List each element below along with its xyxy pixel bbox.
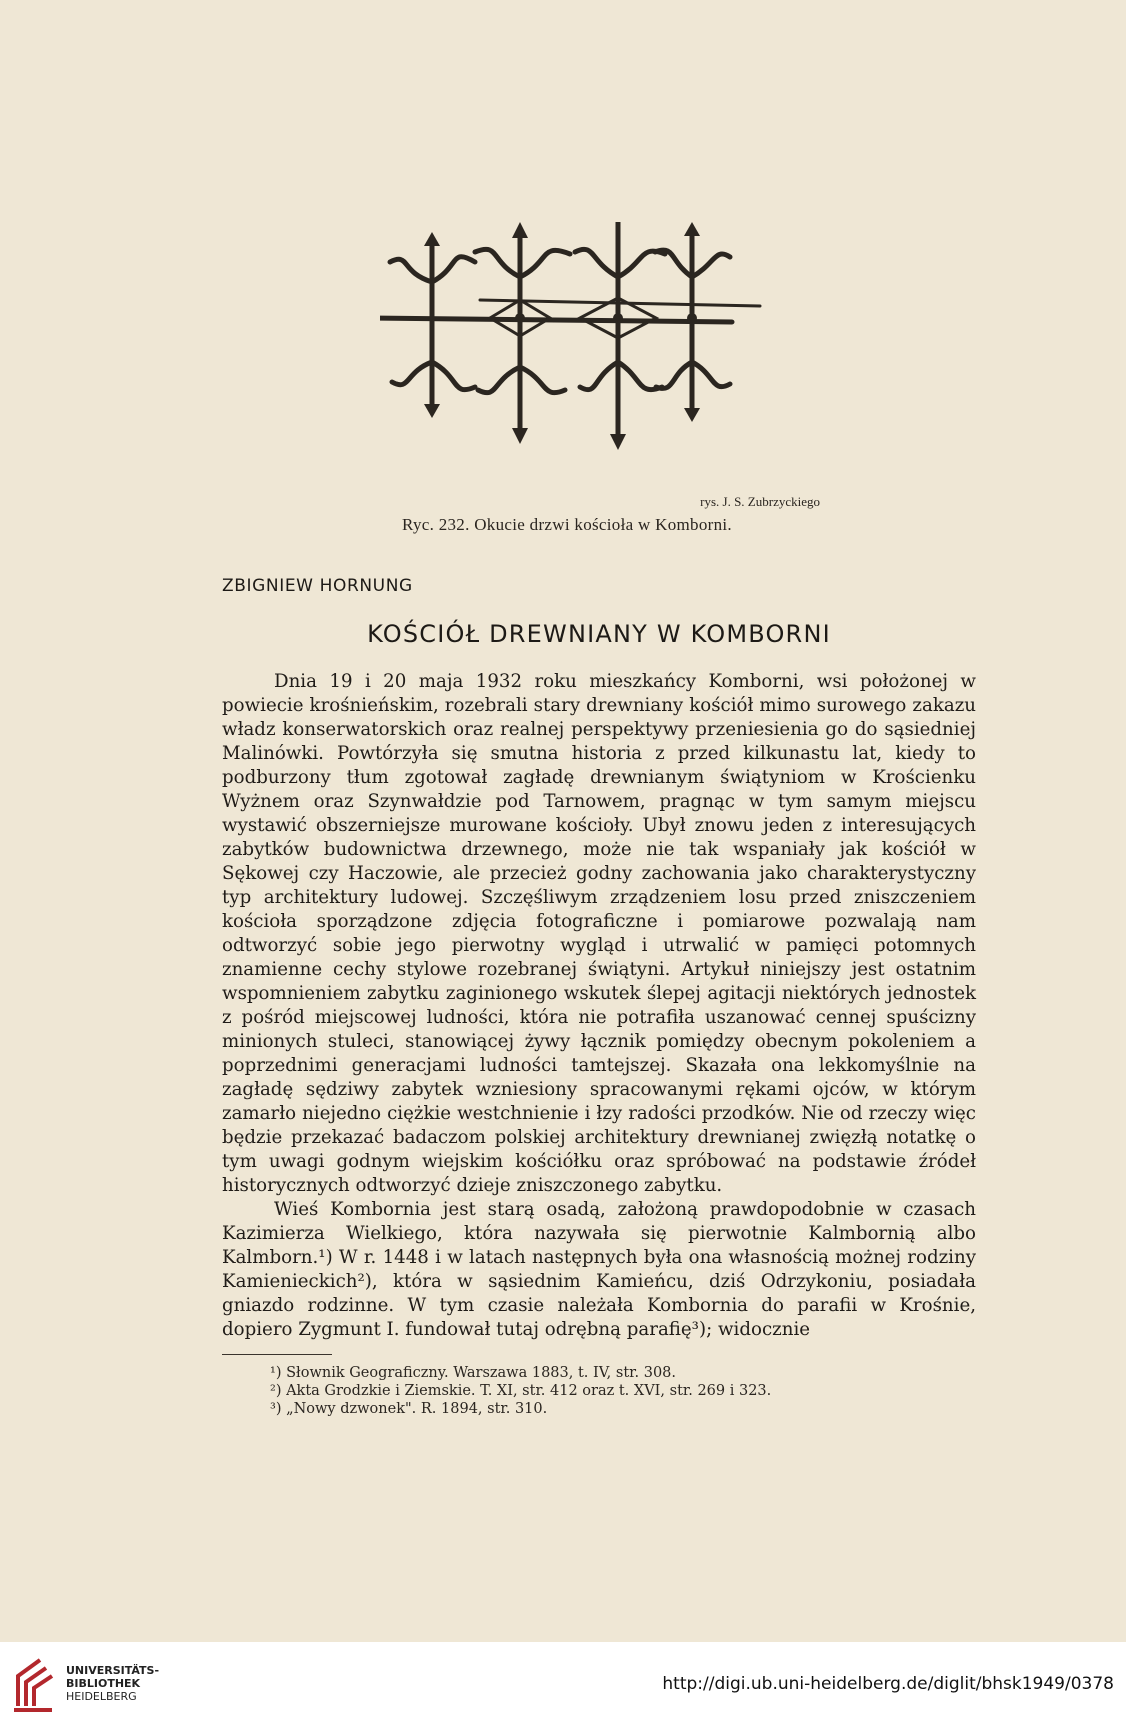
library-logo-icon[interactable] <box>12 1656 58 1714</box>
footnote: ¹) Słownik Geograficzny. Warszawa 1883, t. IV, str. 308. <box>270 1365 676 1381</box>
library-name <box>66 1664 159 1703</box>
body-paragraph: Wieś Kombornia jest starą osadą, założoną prawdopodobnie w czasach Kazimierza Wielkiego, która nazywała się pierwotnie Kalmbornią albo Kalmborn.¹) W r. 1448 i w latach następnych była ona własnością możnej rodziny Kamienieckich²), która w sąsiednim Kamieńcu, dziś Odrzykoniu, posiadała gniazdo rodzinne. W tym czasie należała Kombornia do parafii w Krośnie, dopiero Zygmunt I. fundował tutaj odrębną parafię³); widocznie <box>222 1199 976 1340</box>
illustration-credit: rys. J. S. Zubrzyckiego <box>700 494 820 509</box>
article-body <box>222 670 976 1342</box>
library-name-line: UNIVERSITÄTS- <box>66 1664 160 1677</box>
article-author: ZBIGNIEW HORNUNG <box>222 576 413 596</box>
article-title: KOŚCIÓŁ DREWNIANY W KOMBORNI <box>367 620 831 648</box>
footnote: ³) „Nowy dzwonek". R. 1894, str. 310. <box>270 1401 548 1417</box>
footnotes <box>270 1364 970 1418</box>
footnote-divider <box>222 1354 332 1355</box>
ornamental-iron-door-fitting-icon <box>380 222 820 492</box>
source-url-link[interactable]: http://digi.ub.uni-heidelberg.de/diglit/bhsk1949/0378 <box>662 1674 1114 1694</box>
footnote: ²) Akta Grodzkie i Ziemskie. T. XI, str. 412 oraz t. XVI, str. 269 i 323. <box>270 1383 772 1399</box>
door-fitting-illustration <box>380 222 820 492</box>
figure-caption: Ryc. 232. Okucie drzwi kościoła w Komborni. <box>402 515 732 534</box>
footer-bar <box>0 1642 1126 1725</box>
library-name-line: HEIDELBERG <box>66 1690 137 1703</box>
library-name-line: BIBLIOTHEK <box>66 1677 141 1690</box>
body-paragraph: Dnia 19 i 20 maja 1932 roku mieszkańcy Komborni, wsi położonej w powiecie krośnieńskim, rozebrali stary drewniany kościół mimo surowego zakazu władz konserwatorskich oraz realnej perspektywy przeniesienia go do sąsiedniej Malinówki. Powtórzyła się smutna historia z przed kilkunastu lat, kiedy to podburzony tłum zgotował zagładę drewnianym świątyniom w Krościenku Wyżnem oraz Szynwałdzie pod Tarnowem, pragnąc w tym samym miejscu wystawić obszerniejsze murowane kościoły. Ubył znowu jeden z interesujących zabytków budownictwa drzewnego, może nie tak wspaniały jak kościół w Sękowej czy Haczowie, ale przecież godny zachowania jako charakterystyczny typ architektury ludowej. Szczęśliwym zrządzeniem losu przed zniszczeniem kościoła sporządzone zdjęcia fotograficzne i pomiarowe pozwalają nam odtworzyć sobie jego pierwotny wygląd i utrwalić w pamięci potomnych znamienne cechy stylowe rozebranej świątyni. Artykuł niniejszy jest ostatnim wspomnieniem zabytku zaginionego wskutek ślepej agitacji niektórych jednostek z pośród miejscowej ludności, która nie potrafiła uszanować cennej spuścizny minionych stuleci, stanowiącej żywy łącznik pomiędzy obecnym pokoleniem a poprzednimi generacjami ludności tamtejszej. Skazała ona lekkomyślnie na zagładę sędziwy zabytek wzniesiony spracowanymi rękami ojców, w którym zamarło niejedno ciężkie westchnienie i łzy radości przodków. Nie od rzeczy więc będzie przekazać badaczom polskiej architektury drewnianej zwięzłą notatkę o tym uwagi godnym wiejskim kościółku oraz spróbować na podstawie źródeł historycznych odtworzyć dzieje zniszczonego zabytku. <box>222 671 976 1196</box>
